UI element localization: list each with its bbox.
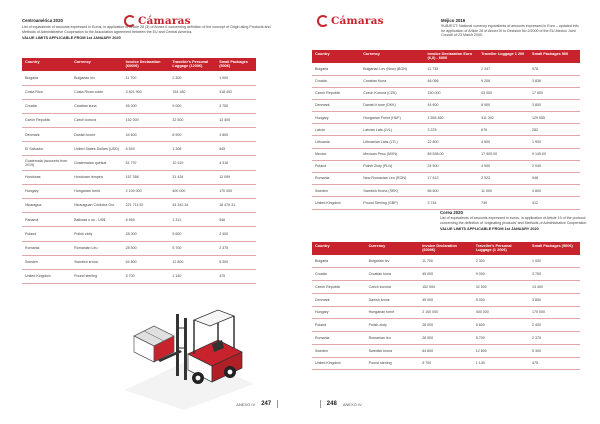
section-subtitle: VALUE LIMITS APPLICABLE FROM 1st JANUARY 2020 — [440, 227, 539, 232]
table-cell: 4 500 — [478, 136, 529, 148]
table-cell: Danish Krone (DKK) — [360, 99, 424, 111]
table-cell: 221 711.52 — [123, 199, 170, 213]
table-row — [312, 268, 580, 281]
column-header: Currency — [366, 242, 420, 255]
table-cell: Bulgarian Lev (New) (BGN) — [360, 63, 424, 75]
camaras-logo-icon — [316, 15, 328, 27]
currency-table-mexico — [312, 50, 580, 210]
table-cell: 18 470.31 — [216, 199, 256, 213]
table-cell: United Kingdom — [22, 269, 71, 283]
table-row — [312, 332, 580, 345]
table-cell: 2 300 — [473, 255, 529, 268]
table-cell: 17 900.00 — [478, 148, 529, 160]
column-header: Traveller's Personal Luggage (1 200€) — [473, 242, 529, 255]
table-cell: 44 600 — [425, 99, 479, 111]
table-cell: 28 000 — [419, 319, 473, 332]
table-cell: 978 — [529, 63, 580, 75]
table-cell: El Salvador — [22, 142, 71, 156]
table-cell: Nicaragua — [22, 199, 71, 213]
table-cell: Bulgaria — [312, 63, 360, 75]
table-cell: Guatemala (accounts from 2019) — [22, 156, 71, 170]
table-cell: 1 000 — [529, 255, 580, 268]
table-cell: Swedish krona — [71, 255, 122, 269]
table-cell: 51 797 — [123, 156, 170, 170]
table-cell: Romania — [312, 173, 360, 185]
table-cell: 9 145.00 — [529, 148, 580, 160]
table-cell: Czech Koruna (CZK) — [360, 87, 424, 99]
table-cell: 545 — [216, 142, 256, 156]
table-cell: 2 375 — [529, 332, 580, 345]
table-cell: Costa Rica — [22, 85, 71, 99]
table-cell: 3 378 — [425, 124, 479, 136]
currency-table-corea — [312, 242, 580, 370]
table-cell: 64 800 — [123, 255, 170, 269]
table-cell: 32 500 — [473, 280, 529, 293]
table-cell: Mexico — [312, 148, 360, 160]
table-row — [22, 227, 256, 241]
table-row — [312, 185, 580, 197]
table-cell: Denmark — [312, 293, 366, 306]
column-header: Traveller Luggage 1 200 — [478, 50, 529, 63]
page-number: 248 — [326, 401, 337, 407]
table-cell: Balboas o us - US$ — [71, 213, 122, 227]
table-cell: 2 400 — [216, 227, 256, 241]
table-row — [312, 124, 580, 136]
table-cell: 4 800 — [529, 185, 580, 197]
section-text: SUBJECT: National currency equivalents of amounts expressed in Euro – updated info for application of Article 28 of Annex III to Decision No 2/2000 of the EU-Mexico Joint Council of 23 March 2000. — [441, 24, 579, 38]
table-cell: 28 500 — [419, 332, 473, 345]
table-cell: Denmark — [312, 99, 360, 111]
table-cell: 31 434 — [169, 170, 216, 184]
mexico-intro — [441, 18, 581, 38]
table-cell: 11 700 — [419, 255, 473, 268]
table-cell: 1 311 — [169, 213, 216, 227]
table-cell: 2 347 — [478, 63, 529, 75]
table-cell: Hungarian Forint (HUF) — [360, 112, 424, 124]
table-cell: 45 000 — [419, 293, 473, 306]
footer-label: ANEXO IV — [236, 401, 256, 407]
table-cell: Lithuania — [312, 136, 360, 148]
table-header-row — [312, 50, 580, 63]
column-header: Currency — [71, 58, 122, 71]
table-cell: 11 735 — [425, 63, 479, 75]
table-cell: 152 000 — [419, 280, 473, 293]
table-cell: 43 000 — [478, 87, 529, 99]
table-cell: 546 — [216, 213, 256, 227]
table-cell: 11 700 — [123, 71, 170, 85]
table-header-row — [312, 242, 580, 255]
table-cell: 56 600 — [425, 185, 479, 197]
table-cell: 312 — [529, 197, 580, 209]
table-cell: 9 206 — [478, 75, 529, 87]
table-cell: Latvian Lats (LVL) — [360, 124, 424, 136]
table-cell: Panamá — [22, 213, 71, 227]
table-cell: 5 300 — [529, 344, 580, 357]
table-cell: Bulgarian lev — [71, 71, 122, 85]
column-header: Small Packages (500€) — [529, 242, 580, 255]
table-cell: 5 700 — [169, 241, 216, 255]
column-header: Invoice Declaration Euro (6,0) - 6000 — [425, 50, 479, 63]
table-cell: Swedish krona — [366, 344, 420, 357]
table-cell: New Romanian Leu (RON) — [360, 173, 424, 185]
table-cell: Poland — [312, 160, 360, 172]
table-cell: 475 — [529, 357, 580, 370]
table-cell: 22 800 — [425, 136, 479, 148]
table-row — [312, 87, 580, 99]
table-cell: 3 750 — [529, 268, 580, 281]
table-cell: 676 — [478, 124, 529, 136]
table-cell: Hungary — [22, 184, 71, 198]
table-cell: Pound sterling — [71, 269, 122, 283]
table-cell: Nicaraguan Córdoba Oro — [71, 199, 122, 213]
table-cell: Danish krone — [71, 128, 122, 142]
table-row — [22, 255, 256, 269]
table-cell: 2 040 — [529, 160, 580, 172]
table-cell: 8 900 — [478, 99, 529, 111]
table-cell: 45 000 — [123, 99, 170, 113]
table-row — [22, 142, 256, 156]
table-cell: 17 613 — [425, 173, 479, 185]
table-cell: Bulgarian lev — [366, 255, 420, 268]
table-cell: 13 400 — [216, 113, 256, 127]
table-cell: Bulgaria — [312, 255, 366, 268]
table-cell: Sweden — [312, 185, 360, 197]
table-row — [312, 148, 580, 160]
table-row — [312, 63, 580, 75]
table-row — [22, 156, 256, 170]
corea-table-wrap — [312, 242, 580, 370]
column-header: Small Packages (500€) — [216, 58, 256, 71]
table-cell: United Kingdom — [312, 357, 366, 370]
table-cell: 1 140 — [169, 269, 216, 283]
table-cell: Guatemalan quetzal — [71, 156, 122, 170]
table-cell: 13 099 — [216, 170, 256, 184]
table-cell: Denmark — [22, 128, 71, 142]
table-row — [312, 306, 580, 319]
footer-label: ANEXO IV — [342, 401, 362, 407]
table-cell: 6 549 — [123, 142, 170, 156]
table-cell: Bulgaria — [22, 71, 71, 85]
table-cell: 3 744 — [425, 197, 479, 209]
table-cell: Sweden — [312, 344, 366, 357]
table-cell: 89 598.00 — [425, 148, 479, 160]
left-table-wrap — [22, 58, 256, 284]
table-row — [312, 136, 580, 148]
table-cell: Pound sterling — [366, 357, 420, 370]
left-header — [22, 18, 110, 23]
table-cell: 10 319 — [169, 156, 216, 170]
forklift-illustration — [114, 298, 264, 410]
table-cell: 5 300 — [216, 255, 256, 269]
table-cell: 5 600 — [169, 227, 216, 241]
table-row — [312, 319, 580, 332]
table-cell: 46 056 — [425, 75, 479, 87]
table-cell: 9 000 — [473, 293, 529, 306]
footer-divider — [320, 400, 321, 408]
table-cell: 9 000 — [169, 99, 216, 113]
table-cell: Romanian leu — [366, 332, 420, 345]
table-row — [312, 197, 580, 209]
table-cell: 64 800 — [419, 344, 473, 357]
column-header: Small Packages 500 — [529, 50, 580, 63]
table-cell: Croatian kuna — [366, 268, 420, 281]
table-cell: Honduran lempira — [71, 170, 122, 184]
page-number: 247 — [261, 401, 272, 407]
table-cell: United States Dollars (USD) — [71, 142, 122, 156]
table-header-row — [22, 58, 256, 71]
table-cell: 152 000 — [123, 113, 170, 127]
section-text: List of equivalents of amounts expressed in Euros, in application of Article 28 (3) of Annex II concerning definition of the concept of Origin ating Products and Methods of Administrative Cooperation to the Association agreement between the EU and Central America. — [22, 25, 271, 34]
table-cell: Romania — [312, 332, 366, 345]
table-cell: Czech koruna — [71, 113, 122, 127]
table-cell: Croatia — [312, 75, 360, 87]
column-header: Invoice Declaration (6000€) — [419, 242, 473, 255]
table-row — [22, 170, 256, 184]
table-row — [22, 199, 256, 213]
table-cell: Czech Republic — [22, 113, 71, 127]
table-cell: 157 358 — [123, 170, 170, 184]
mexico-table-wrap — [312, 50, 580, 210]
table-cell: Czech Republic — [312, 280, 366, 293]
table-row — [22, 269, 256, 283]
right-footer — [320, 400, 362, 408]
table-cell: 2 375 — [216, 241, 256, 255]
section-text: List of equivalents of amounts expressed in euros, in application of Article 19 of the protocol concerning the definition of 'originating products' and Methods of Administrative Cooperation — [440, 216, 587, 225]
table-row — [312, 280, 580, 293]
table-row — [312, 344, 580, 357]
table-cell: 3 800 — [529, 293, 580, 306]
table-cell: 150 000 — [425, 87, 479, 99]
table-row — [312, 357, 580, 370]
left-intro — [22, 25, 278, 40]
table-row — [22, 99, 256, 113]
table-cell: 5 700 — [123, 269, 170, 283]
table-cell: 764 180 — [169, 85, 216, 99]
table-cell: 11 000 — [478, 185, 529, 197]
table-cell: 1 140 — [473, 357, 529, 370]
table-cell: 3 821 900 — [123, 85, 170, 99]
table-cell: 28 500 — [123, 241, 170, 255]
table-row — [312, 173, 580, 185]
table-cell: Hungary — [312, 112, 360, 124]
table-cell: Romanian Leu — [71, 241, 122, 255]
table-cell: 1 308 — [169, 142, 216, 156]
table-row — [22, 71, 256, 85]
table-cell: 749 — [478, 197, 529, 209]
table-row — [22, 241, 256, 255]
table-cell: 12 800 — [169, 255, 216, 269]
table-cell: 8 900 — [169, 128, 216, 142]
table-cell: United Kingdom — [312, 197, 360, 209]
table-cell: Croatian Kuna — [360, 75, 424, 87]
table-cell: Mexican Peso (MXN) — [360, 148, 424, 160]
table-cell: 4 900 — [478, 160, 529, 172]
table-cell: 948 — [529, 173, 580, 185]
table-row — [312, 75, 580, 87]
section-title: Méjico 2016 — [441, 18, 466, 23]
corea-intro — [440, 210, 590, 231]
table-cell: 3 800 — [216, 128, 256, 142]
table-cell: 3 836 — [529, 75, 580, 87]
table-cell: 318 452 — [216, 85, 256, 99]
section-subtitle: VALUE LIMITS APPLICABLE FROM 1st JANUARY 2020 — [22, 36, 121, 41]
table-cell: Costa Rican colón — [71, 85, 122, 99]
column-header: Country — [22, 58, 71, 71]
table-row — [312, 160, 580, 172]
table-cell: Romania — [22, 241, 71, 255]
table-cell: Czech Republic — [312, 87, 360, 99]
table-cell: 475 — [216, 269, 256, 283]
table-cell: Lithuanian Litas (LTL) — [360, 136, 424, 148]
table-cell: Danish krone — [366, 293, 420, 306]
table-cell: 129 555 — [529, 112, 580, 124]
table-cell: 400 000 — [473, 306, 529, 319]
brand-name: Cámaras — [331, 15, 384, 27]
table-cell: 170 000 — [216, 184, 256, 198]
table-cell: Czech koruna — [366, 280, 420, 293]
column-header: Invoice Declaration (6000€) — [123, 58, 170, 71]
table-cell: 282 — [529, 124, 580, 136]
table-row — [22, 113, 256, 127]
table-cell: Hungary — [312, 306, 366, 319]
table-row — [312, 293, 580, 306]
table-cell: 400 000 — [169, 184, 216, 198]
brand-name: Cámaras — [138, 15, 191, 27]
section-title: Centroamérica 2020 — [22, 18, 63, 23]
table-row — [312, 99, 580, 111]
table-cell: Poland — [312, 319, 366, 332]
table-cell: 24 500 — [425, 160, 479, 172]
right-page — [300, 0, 600, 424]
column-header: Country — [312, 50, 360, 63]
table-cell: 1 555 460 — [425, 112, 479, 124]
table-cell: Sweden — [22, 255, 71, 269]
table-cell: 2 400 — [529, 319, 580, 332]
table-cell: Poland — [22, 227, 71, 241]
table-cell: 170 000 — [529, 306, 580, 319]
table-cell: 5 700 — [473, 332, 529, 345]
table-cell: 44 600 — [123, 128, 170, 142]
column-header: Country — [312, 242, 366, 255]
table-cell: 1 000 — [216, 71, 256, 85]
table-cell: Croatian kuna — [71, 99, 122, 113]
table-cell: Honduras — [22, 170, 71, 184]
camaras-logo — [316, 15, 384, 27]
table-cell: Polish Zloty (PLN) — [360, 160, 424, 172]
table-cell: 45 000 — [419, 268, 473, 281]
table-cell: Polish zloty — [71, 227, 122, 241]
table-cell: Hungarian forint — [71, 184, 122, 198]
table-row — [312, 112, 580, 124]
table-cell: 2 100 000 — [419, 306, 473, 319]
column-header: Traveller's Personal Luggage (1200€) — [169, 58, 216, 71]
table-cell: Croatia — [312, 268, 366, 281]
table-cell: 28 000 — [123, 227, 170, 241]
table-cell: 1 900 — [529, 136, 580, 148]
table-cell: 3 800 — [529, 99, 580, 111]
footer-divider — [277, 400, 278, 408]
table-cell: Hungarian forint — [366, 306, 420, 319]
table-row — [22, 85, 256, 99]
table-cell: Pound Sterling (GBP) — [360, 197, 424, 209]
table-cell: 2 300 — [169, 71, 216, 85]
left-footer — [236, 400, 278, 408]
table-cell: 32 500 — [169, 113, 216, 127]
table-cell: Polish zloty — [366, 319, 420, 332]
table-cell: Latvia — [312, 124, 360, 136]
table-cell: 2 100 000 — [123, 184, 170, 198]
section-title: Corea 2020 — [440, 210, 463, 215]
table-cell: 9 000 — [473, 268, 529, 281]
table-cell: 4 316 — [216, 156, 256, 170]
table-cell: 13 400 — [529, 280, 580, 293]
table-cell: 5 700 — [419, 357, 473, 370]
table-cell: 5 600 — [473, 319, 529, 332]
table-row — [22, 184, 256, 198]
currency-table-centroamerica — [22, 58, 256, 284]
column-header: Currency — [360, 50, 424, 63]
table-row — [312, 255, 580, 268]
table-row — [22, 128, 256, 142]
table-cell: 44 342.34 — [169, 199, 216, 213]
table-cell: Swedish Krona (SEK) — [360, 185, 424, 197]
table-cell: 311 392 — [478, 112, 529, 124]
table-row — [22, 213, 256, 227]
table-cell: 12 800 — [473, 344, 529, 357]
table-cell: 6 559 — [123, 213, 170, 227]
table-cell: 17 600 — [529, 87, 580, 99]
table-cell: 3 750 — [216, 99, 256, 113]
table-cell: Croatia — [22, 99, 71, 113]
table-cell: 2 523 — [478, 173, 529, 185]
